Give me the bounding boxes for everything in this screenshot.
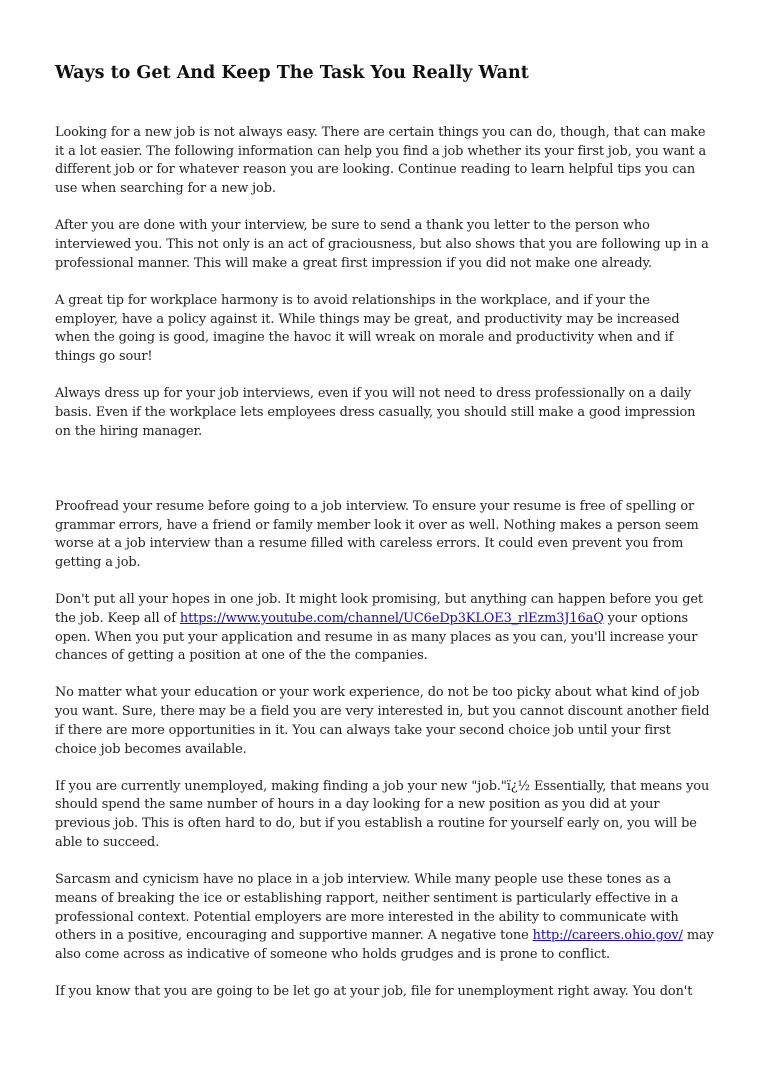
paragraph-text-before-link: Sarcasm and cynicism have no place in a job interview. While many people use these tones as a means of breaking the ice or establishing rapport, neither sentiment is particularly effective in a professional context. Potential employers are more interested in the ability to communicate with others in a positive, encouraging and supportive manner. A negative tone [55, 872, 679, 944]
paragraph-let-go: If you know that you are going to be let go at your job, file for unemployment right away. You don't [55, 984, 693, 1000]
ohio-careers-link[interactable]: http://careers.ohio.gov/ [532, 928, 683, 944]
youtube-channel-link[interactable]: https://www.youtube.com/channel/UC6eDp3KLOE3_rlEzm3J16aQ [179, 610, 604, 626]
paragraph-sarcasm [55, 871, 715, 965]
document-title: Ways to Get And Keep The Task You Really Want [55, 63, 529, 83]
paragraph-text-after-link: your options open. When you put your application and resume in as many places as you can, you'll increase your chances of getting a position at one of the the companies. [55, 610, 698, 664]
paragraph-proofread: Proofread your resume before going to a job interview. To ensure your resume is free of spelling or grammar errors, have a friend or family member look it over as well. Nothing makes a person seem worse at a job interview than a resume filled with careless errors. It could even prevent you from getting a job. [55, 498, 699, 570]
paragraph-hopes-one-job [55, 591, 715, 666]
paragraph-intro: Looking for a new job is not always easy. There are certain things you can do, though, that can make it a lot easier. The following information can help you find a job whether its your first job, you want a different job or for whatever reason you are looking. Continue reading to learn helpful tips you can use when searching for a new job. [55, 125, 707, 197]
paragraph-not-picky: No matter what your education or your work experience, do not be too picky about what kind of job you want. Sure, there may be a field you are very interested in, but you cannot discount another field if there are more opportunities in it. You can always take your second choice job until your first choice job becomes available. [55, 685, 710, 757]
document-page [55, 58, 715, 1020]
paragraph-unemployed: If you are currently unemployed, making finding a job your new "job."ï¿½ Essentially, that means you should spend the same number of hours in a day looking for a new position as you did at your previous job. This is often hard to do, but if you establish a routine for yourself early on, you will be able to succeed. [55, 778, 710, 850]
paragraph-text-after-link: may also come across as indicative of someone who holds grudges and is prone to conflict. [55, 928, 714, 962]
paragraph-thank-you-letter: After you are done with your interview, be sure to send a thank you letter to the person who interviewed you. This not only is an act of graciousness, but also shows that you are following up in a professional manner. This will make a great first impression if you did not make one already. [55, 218, 709, 271]
paragraph-workplace-harmony: A great tip for workplace harmony is to avoid relationships in the workplace, and if your the employer, have a policy against it. While things may be great, and productivity may be increased when the going is good, imagine the havoc it will wreak on morale and productivity when and if things go sour! [55, 292, 680, 365]
paragraph-text-before-link: Don't put all your hopes in one job. It might look promising, but anything can happen before you get the job. Keep all of [55, 592, 703, 626]
paragraph-dress-up: Always dress up for your job interviews, even if you will not need to dress professionally on a daily basis. Even if the workplace lets employees dress casually, you should still make a good impression on the hiring manager. [55, 386, 696, 439]
blank-spacer [55, 460, 715, 498]
